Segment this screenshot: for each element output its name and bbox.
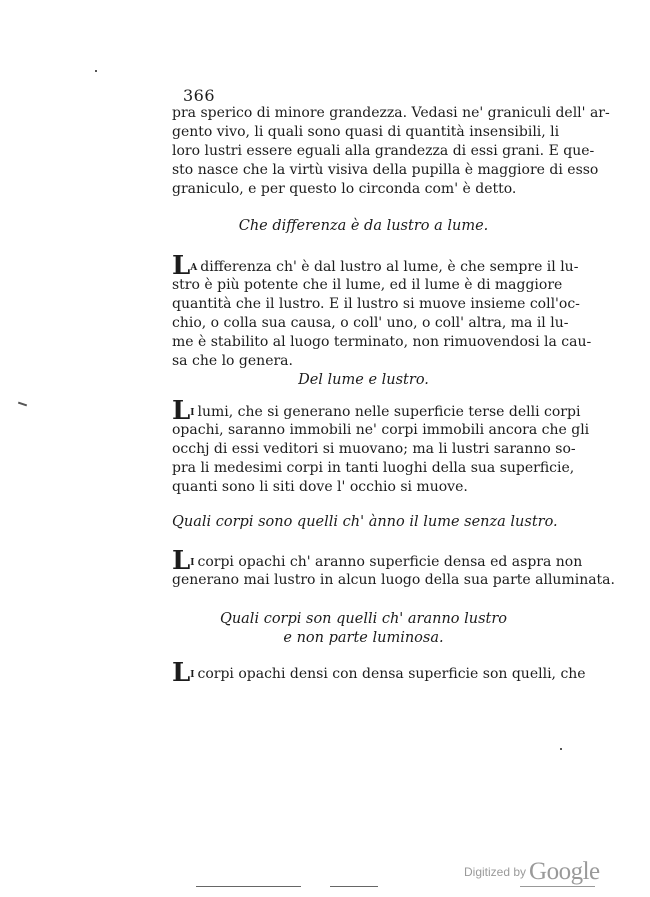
text-line (172, 546, 583, 576)
section-heading: Quali corpi sono quelli ch' ànno il lume senza lustro. (172, 514, 558, 530)
section-heading-line-2: e non parte luminosa. (283, 630, 444, 646)
text-line: gento vivo, li quali sono quasi di quantità insensibili, li (172, 124, 560, 140)
paragraph-4 (172, 546, 615, 590)
text-line: me è stabilito al luogo terminato, non rimuovendosi la cau- (172, 334, 592, 350)
initial-tail: I (190, 558, 195, 568)
text-line: opachi, saranno immobili ne' corpi immobili ancora che gli (172, 422, 590, 438)
google-watermark (464, 858, 600, 886)
google-logo: Google (529, 858, 600, 885)
text-line: pra sperico di minore grandezza. Vedasi ne' graniculi dell' ar- (172, 105, 610, 121)
paragraph-5 (172, 658, 586, 688)
section-heading: Che differenza è da lustro a lume. (238, 218, 489, 234)
text-line: generano mai lustro in alcun luogo della sua parte alluminata. (172, 572, 615, 588)
drop-cap: L (172, 658, 190, 688)
page-number: 366 (183, 86, 216, 105)
first-line-text: corpi opachi densi con densa superficie son quelli, che (197, 666, 586, 682)
initial-tail: I (190, 408, 195, 418)
drop-cap: L (172, 396, 190, 426)
text-line (172, 251, 579, 281)
text-line (172, 658, 586, 688)
scan-speck (560, 748, 562, 750)
text-line: loro lustri essere eguali alla grandezza di essi grani. E que- (172, 143, 595, 159)
text-line: chio, o colla sua causa, o coll' uno, o coll' altra, ma il lu- (172, 315, 569, 331)
first-line-text: differenza ch' è dal lustro al lume, è che sempre il lu- (200, 259, 579, 275)
digitized-by-label: Digitized by (464, 865, 527, 879)
first-line-text: corpi opachi ch' aranno superficie densa ed aspra non (197, 554, 583, 570)
scan-speck (18, 402, 27, 407)
scan-edge-line (330, 886, 378, 887)
text-line: quanti sono li siti dove l' occhio si muove. (172, 479, 468, 495)
paragraph-3 (172, 396, 590, 497)
text-line: quantità che il lustro. E il lustro si muove insieme coll'oc- (172, 296, 580, 312)
text-line: pra li medesimi corpi in tanti luoghi della sua superficie, (172, 460, 575, 476)
text-line: sa che lo genera. (172, 353, 293, 369)
section-heading: Del lume e lustro. (298, 372, 429, 388)
text-line: occhj di essi veditori si muovano; ma li lustri saranno so- (172, 441, 576, 457)
drop-cap: L (172, 546, 190, 576)
initial-tail: I (190, 670, 195, 680)
text-line: sto nasce che la virtù visiva della pupilla è maggiore di esso (172, 162, 599, 178)
section-heading-line-1: Quali corpi son quelli ch' aranno lustro (219, 611, 508, 627)
text-line: stro è più potente che il lume, ed il lume è di maggiore (172, 277, 563, 293)
scan-speck (95, 70, 97, 72)
paragraph-2 (172, 251, 592, 371)
drop-cap: L (172, 251, 190, 281)
scan-edge-line (520, 886, 595, 887)
text-line: graniculo, e per questo lo circonda com' è detto. (172, 181, 517, 197)
initial-tail: A (190, 263, 198, 273)
scan-edge-line (196, 886, 301, 887)
paragraph-1 (172, 104, 610, 199)
first-line-text: lumi, che si generano nelle superficie terse delli corpi (197, 404, 581, 420)
text-line (172, 396, 581, 426)
